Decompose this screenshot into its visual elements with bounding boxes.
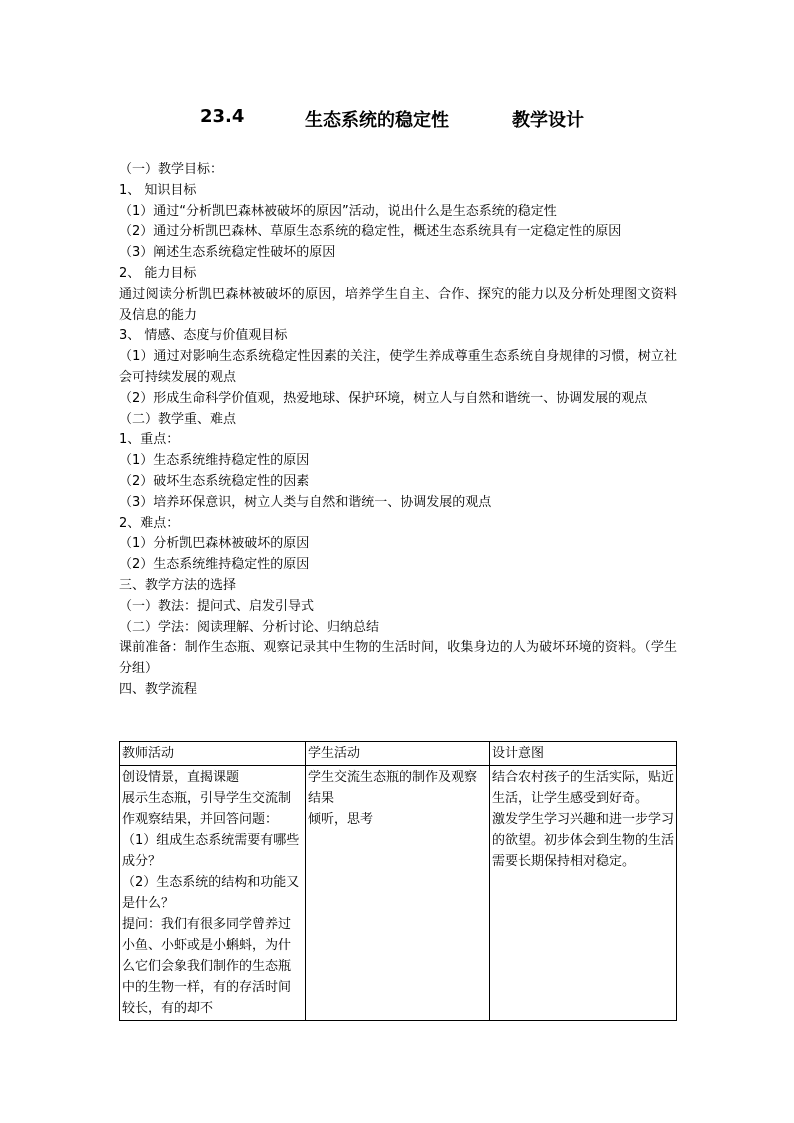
teaching-process-table — [119, 741, 677, 1021]
learning-method: （二）学法：阅读理解、分析讨论、归纳总结 — [119, 619, 380, 635]
difficult-points-heading: 2、难点： — [119, 515, 180, 531]
ability-goal-heading: 2、 能力目标 — [119, 265, 197, 281]
teacher-activity-cell — [120, 766, 306, 1021]
teacher-activity-line: （1）组成生态系统需要有哪些成分？ — [122, 833, 300, 869]
teacher-activity-line: （2）生态系统的结构和功能又是什么？ — [122, 875, 300, 911]
title-sub: 教学设计 — [512, 110, 584, 131]
student-activity-cell — [306, 766, 490, 1021]
attitude-goal-item: （2）形成生命科学价值观，热爱地球、保护环境，树立人与自然和谐统一、协调发展的观点 — [119, 390, 648, 406]
section-heading-objectives: （一）教学目标： — [119, 162, 224, 177]
design-intent-cell — [490, 766, 677, 1021]
key-point-item: （2）破坏生态系统稳定性的因素 — [119, 473, 310, 489]
knowledge-goal-item: （2）通过分析凯巴森林、草原生态系统的稳定性，概述生态系统具有一定稳定性的原因 — [119, 224, 622, 240]
attitude-goal-heading: 3、 情感、态度与价值观目标 — [119, 328, 288, 344]
header-teacher-activity: 教师活动 — [120, 742, 306, 766]
document-title — [0, 106, 794, 130]
teacher-activity-line: 提问：我们有很多同学曾养过小鱼、小虾或是小蝌蚪，为什么它们会象我们制作的生态瓶中的生物一样，有的存活时间较长，有的却不 — [122, 917, 292, 1016]
title-number: 23.4 — [200, 106, 245, 127]
key-point-item: （1）生态系统维持稳定性的原因 — [119, 453, 310, 469]
design-intent-line: 结合农村孩子的生活实际，贴近生活，让学生感受到好奇。 — [492, 770, 675, 806]
knowledge-goal-heading: 1、 知识目标 — [119, 182, 197, 198]
preparation-text: 课前准备：制作生态瓶、观察记录其中生物的生活时间，收集身边的人为破坏环境的资料。（学生分组） — [119, 640, 677, 677]
difficult-point-item: （2）生态系统维持稳定性的原因 — [119, 557, 310, 573]
table-header-row — [120, 742, 677, 766]
section-heading-process: 四、教学流程 — [119, 681, 198, 697]
student-activity-line: 倾听，思考 — [308, 812, 374, 827]
difficult-point-item: （1）分析凯巴森林被破坏的原因 — [119, 536, 310, 552]
attitude-goal-item: （1）通过对影响生态系统稳定性因素的关注，使学生养成尊重生态系统自身规律的习惯，树立社会可持续发展的观点 — [119, 349, 677, 385]
knowledge-goal-item: （3）阐述生态系统稳定性破坏的原因 — [119, 245, 336, 261]
section-heading-methods: 三、教学方法的选择 — [119, 577, 237, 593]
design-intent-line: 激发学生学习兴趣和进一步学习的欲望。初步体会到生物的生活需要长期保持相对稳定。 — [492, 812, 675, 869]
document-body — [119, 160, 677, 701]
knowledge-goal-item: （1）通过“分析凯巴森林被破坏的原因”活动，说出什么是生态系统的稳定性 — [119, 203, 557, 219]
ability-goal-text: 通过阅读分析凯巴森林被破坏的原因，培养学生自主、合作、探究的能力以及分析处理图文资料及信息的能力 — [119, 286, 677, 323]
key-points-heading: 1、重点： — [119, 432, 180, 448]
title-main: 生态系统的稳定性 — [305, 110, 449, 131]
header-student-activity: 学生活动 — [306, 742, 490, 766]
section-heading-key-points: （二）教学重、难点 — [119, 411, 237, 427]
student-activity-line: 学生交流生态瓶的制作及观察结果 — [308, 770, 478, 806]
teacher-activity-line: 展示生态瓶，引导学生交流制作观察结果，并回答问题： — [122, 791, 292, 827]
teacher-activity-line: 创设情景，直揭课题 — [122, 770, 240, 785]
header-design-intent: 设计意图 — [490, 742, 677, 766]
teaching-method: （一）教法：提问式、启发引导式 — [119, 598, 315, 614]
table-row — [120, 766, 677, 1021]
key-point-item: （3）培养环保意识，树立人类与自然和谐统一、协调发展的观点 — [119, 494, 492, 510]
